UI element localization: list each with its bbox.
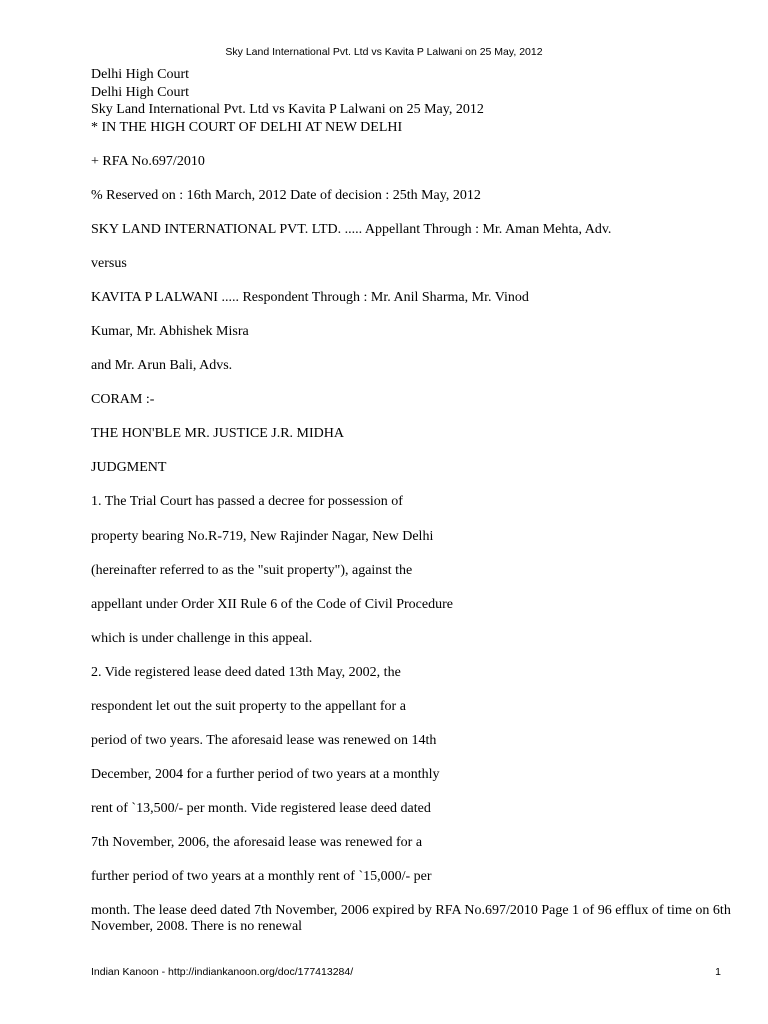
paragraph-2-line: further period of two years at a monthly rent of `15,000/- per bbox=[91, 869, 432, 885]
page-number: 1 bbox=[715, 966, 721, 978]
paragraph-1-line: (hereinafter referred to as the "suit property"), against the bbox=[91, 562, 413, 578]
judgment-heading: JUDGMENT bbox=[91, 460, 167, 476]
paragraph-2-line: 7th November, 2006, the aforesaid lease was renewed for a bbox=[91, 835, 423, 851]
respondent-line: and Mr. Arun Bali, Advs. bbox=[91, 358, 233, 374]
paragraph-1-line: appellant under Order XII Rule 6 of the Code of Civil Procedure bbox=[91, 596, 453, 612]
paragraph-2-line: respondent let out the suit property to the appellant for a bbox=[91, 699, 406, 714]
case-title: Sky Land International Pvt. Ltd vs Kavita P Lalwani on 25 May, 2012 bbox=[91, 102, 484, 117]
court-name-repeat: Delhi High Court bbox=[91, 84, 189, 100]
reserved-line: % Reserved on : 16th March, 2012 Date of decision : 25th May, 2012 bbox=[91, 187, 481, 203]
paragraph-1-line: which is under challenge in this appeal. bbox=[91, 630, 313, 646]
respondent-line: KAVITA P LALWANI ..... Respondent Through : Mr. Anil Sharma, Mr. Vinod bbox=[91, 289, 529, 305]
paragraph-2-line: rent of `13,500/- per month. Vide registered lease deed dated bbox=[91, 801, 431, 817]
paragraph-1-line: property bearing No.R-719, New Rajinder Nagar, New Delhi bbox=[91, 528, 434, 544]
paragraph-1-line: 1. The Trial Court has passed a decree for possession of bbox=[91, 494, 403, 510]
versus-line: versus bbox=[91, 255, 127, 271]
appellant-line: SKY LAND INTERNATIONAL PVT. LTD. ..... Appellant Through : Mr. Aman Mehta, Adv. bbox=[91, 221, 612, 237]
judge-line: THE HON'BLE MR. JUSTICE J.R. MIDHA bbox=[91, 426, 344, 442]
case-number: + RFA No.697/2010 bbox=[91, 153, 205, 169]
respondent-line: Kumar, Mr. Abhishek Misra bbox=[91, 323, 249, 339]
paragraph-2-line: December, 2004 for a further period of two years at a monthly bbox=[91, 767, 440, 783]
footer-source: Indian Kanoon - http://indiankanoon.org/doc/177413284/ bbox=[91, 966, 354, 978]
running-header: Sky Land International Pvt. Ltd vs Kavita P Lalwani on 25 May, 2012 bbox=[225, 46, 543, 58]
court-name: Delhi High Court bbox=[91, 67, 189, 82]
document-body bbox=[91, 66, 731, 936]
paragraph-2-tail: month. The lease deed dated 7th November, 2006 expired by RFA No.697/2010 Page 1 of 96 efflux of time on 6th November, 2008. There is no renewal bbox=[91, 902, 731, 935]
court-heading: * IN THE HIGH COURT OF DELHI AT NEW DELHI bbox=[91, 119, 403, 135]
paragraph-2-line: 2. Vide registered lease deed dated 13th May, 2002, the bbox=[91, 664, 401, 680]
paragraph-2-line: period of two years. The aforesaid lease was renewed on 14th bbox=[91, 733, 437, 749]
coram-line: CORAM :- bbox=[91, 392, 155, 408]
